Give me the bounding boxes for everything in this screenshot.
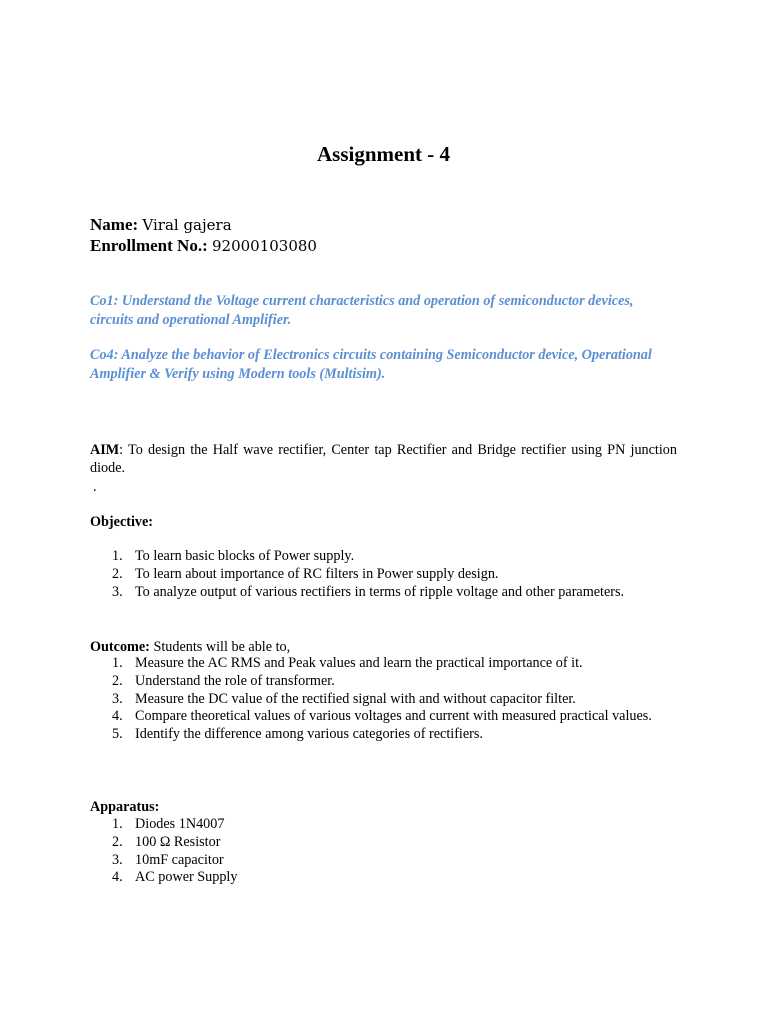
list-number: 2. — [112, 833, 123, 850]
document-title: Assignment - 4 — [316, 142, 450, 166]
list-item — [90, 726, 677, 744]
list-item — [90, 869, 677, 887]
list-item-text: 10mF capacitor — [135, 851, 224, 868]
list-number: 2. — [112, 672, 123, 689]
list-number: 2. — [112, 565, 123, 582]
list-item-text: To analyze output of various rectifiers in terms of ripple voltage and other parameters. — [135, 583, 625, 600]
list-number: 3. — [112, 851, 123, 868]
list-number: 3. — [112, 583, 123, 600]
list-item-text: To learn basic blocks of Power supply. — [135, 548, 355, 564]
aim-paragraph — [90, 441, 677, 477]
list-number: 1. — [112, 816, 123, 832]
document-page — [90, 0, 677, 1024]
student-name-line — [90, 215, 232, 235]
enrollment-value: 92000103080 — [212, 237, 317, 255]
name-label: Name: — [90, 215, 139, 234]
list-item — [90, 834, 677, 852]
list-item-text: Measure the AC RMS and Peak values and learn the practical importance of it. — [135, 655, 583, 671]
list-number: 4. — [112, 708, 123, 725]
enrollment-line — [90, 236, 317, 256]
list-item — [90, 691, 677, 709]
list-number: 3. — [112, 690, 123, 707]
aim-text: : To design the Half wave rectifier, Center tap Rectifier and Bridge rectifier using PN junction diode. — [90, 442, 677, 476]
list-item — [90, 584, 677, 602]
list-item-text: Understand the role of transformer. — [135, 672, 335, 689]
list-item-text: Identify the difference among various categories of rectifiers. — [135, 726, 483, 743]
list-number: 4. — [112, 869, 123, 886]
course-outcome-co4: Co4: Analyze the behavior of Electronics circuits containing Semiconductor device, Operational Amplifier & Verify using Modern tools (Multisim). — [90, 347, 652, 382]
outcome-heading: Outcome: — [90, 639, 150, 655]
outcome-paragraph — [90, 638, 677, 656]
list-number: 1. — [112, 655, 123, 671]
enrollment-label: Enrollment No.: — [90, 236, 208, 255]
list-item — [90, 673, 677, 691]
list-item-text: Diodes 1N4007 — [135, 816, 225, 832]
aim-label: AIM — [90, 442, 120, 458]
list-item-text: Compare theoretical values of various voltages and current with measured practical values. — [135, 708, 652, 725]
list-item — [90, 655, 677, 673]
list-item-text: AC power Supply — [135, 869, 238, 886]
apparatus-list — [90, 816, 677, 887]
list-item — [90, 566, 677, 584]
list-number: 1. — [112, 548, 123, 564]
course-outcome-co1: Co1: Understand the Voltage current characteristics and operation of semiconductor devices, circuits and operational Amplifier. — [90, 293, 634, 328]
list-item-text: To learn about importance of RC filters in Power supply design. — [135, 565, 499, 582]
list-item — [90, 816, 677, 834]
apparatus-heading: Apparatus: — [90, 799, 160, 815]
list-item — [90, 548, 677, 566]
outcome-list — [90, 655, 677, 744]
list-item — [90, 708, 677, 726]
aim-trailing-dot: . — [93, 479, 97, 495]
outcome-intro: Students will be able to, — [149, 639, 291, 655]
objective-list — [90, 548, 677, 601]
list-item — [90, 852, 677, 870]
list-item-text: Measure the DC value of the rectified signal with and without capacitor filter. — [135, 690, 576, 707]
objective-heading: Objective: — [90, 514, 154, 530]
name-value: Viral gajera — [142, 216, 232, 234]
list-number: 5. — [112, 726, 123, 743]
list-item-text: 100 Ω Resistor — [135, 833, 221, 850]
